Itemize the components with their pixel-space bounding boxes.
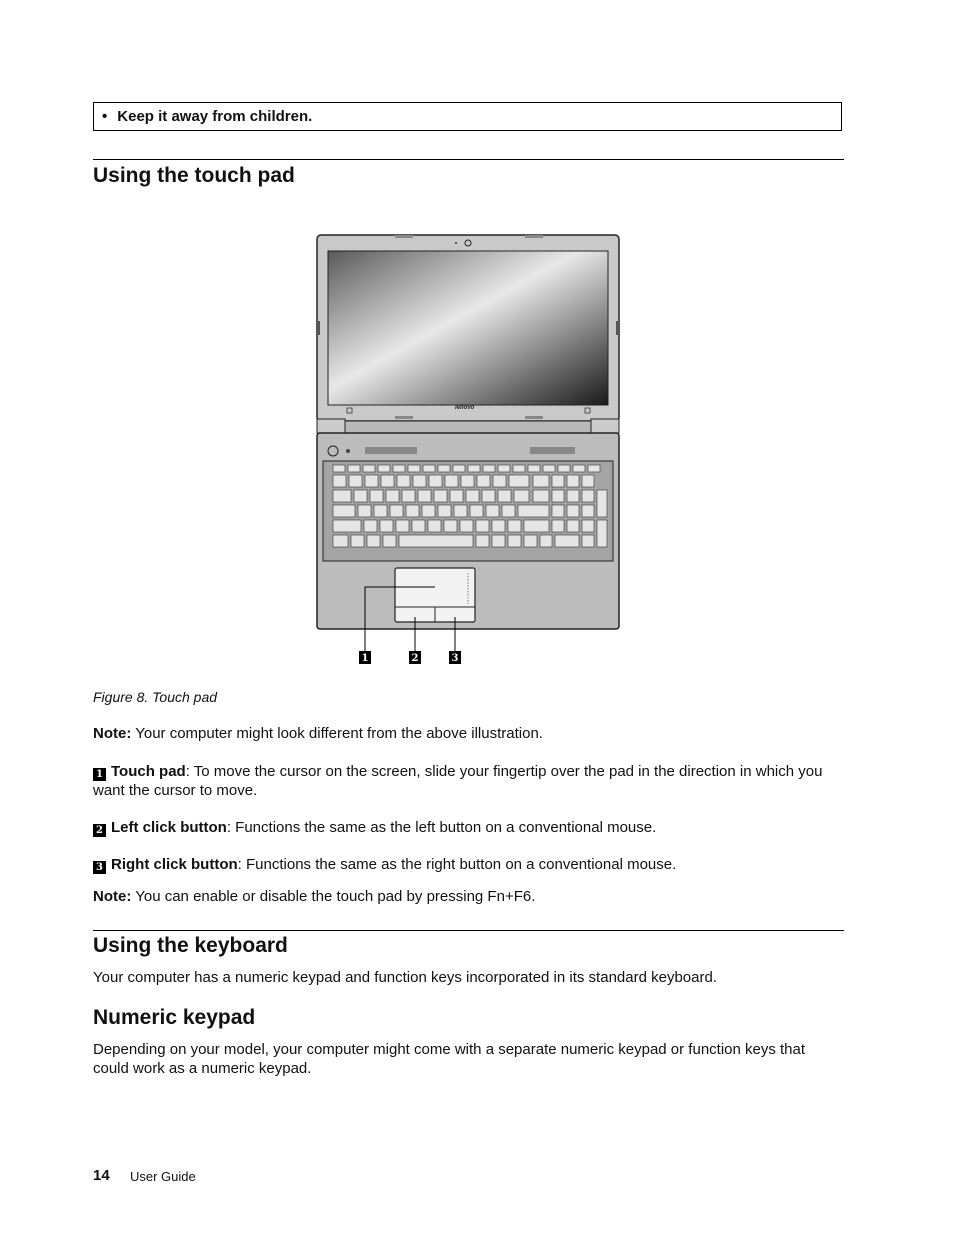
section-title-numeric-keypad: Numeric keypad <box>93 1006 256 1029</box>
note-2 <box>93 888 845 907</box>
item-touch-pad <box>93 763 845 800</box>
numeric-keypad-text: Depending on your model, your computer might come with a separate numeric keypad or function keys that could work as a numeric keypad. <box>93 1041 806 1077</box>
page-number: 14 <box>93 1167 110 1184</box>
item-number-badge: 1 <box>93 768 106 781</box>
item-label: Right click button <box>111 856 238 873</box>
callout-1: 1 <box>361 653 369 664</box>
footer-title: User Guide <box>130 1169 196 1184</box>
item-text: : Functions the same as the right button on a conventional mouse. <box>237 856 677 873</box>
warning-text: Keep it away from children. <box>117 108 313 125</box>
warning-box <box>93 102 842 131</box>
item-label: Touch pad <box>111 763 186 780</box>
section-title-keyboard: Using the keyboard <box>93 934 288 957</box>
item-number-badge: 2 <box>93 824 106 837</box>
lenovo-logo: lenovo <box>455 405 475 411</box>
item-number-badge: 3 <box>93 861 106 874</box>
section-divider <box>93 159 844 160</box>
item-text: : To move the cursor on the screen, slide your fingertip over the pad in the direction in which you want the cursor to move. <box>93 763 823 799</box>
figure-caption: Figure 8. Touch pad <box>93 689 218 705</box>
note-text: You can enable or disable the touch pad by pressing Fn+F6. <box>135 888 536 905</box>
note-label: Note: <box>93 888 132 905</box>
note-1 <box>93 725 845 744</box>
section-divider <box>93 930 844 931</box>
item-right-click-button <box>93 856 845 875</box>
section-title-touchpad: Using the touch pad <box>93 164 295 187</box>
keyboard-intro: Your computer has a numeric keypad and function keys incorporated in its standard keyboard. <box>93 969 717 986</box>
laptop-illustration <box>315 233 621 673</box>
bullet: • <box>102 108 108 125</box>
item-text: : Functions the same as the left button on a conventional mouse. <box>226 819 657 836</box>
note-label: Note: <box>93 725 132 742</box>
callout-3: 3 <box>451 653 459 664</box>
note-text: Your computer might look different from the above illustration. <box>135 725 543 742</box>
item-label: Left click button <box>111 819 227 836</box>
callout-2: 2 <box>411 653 419 664</box>
item-left-click-button <box>93 819 845 838</box>
